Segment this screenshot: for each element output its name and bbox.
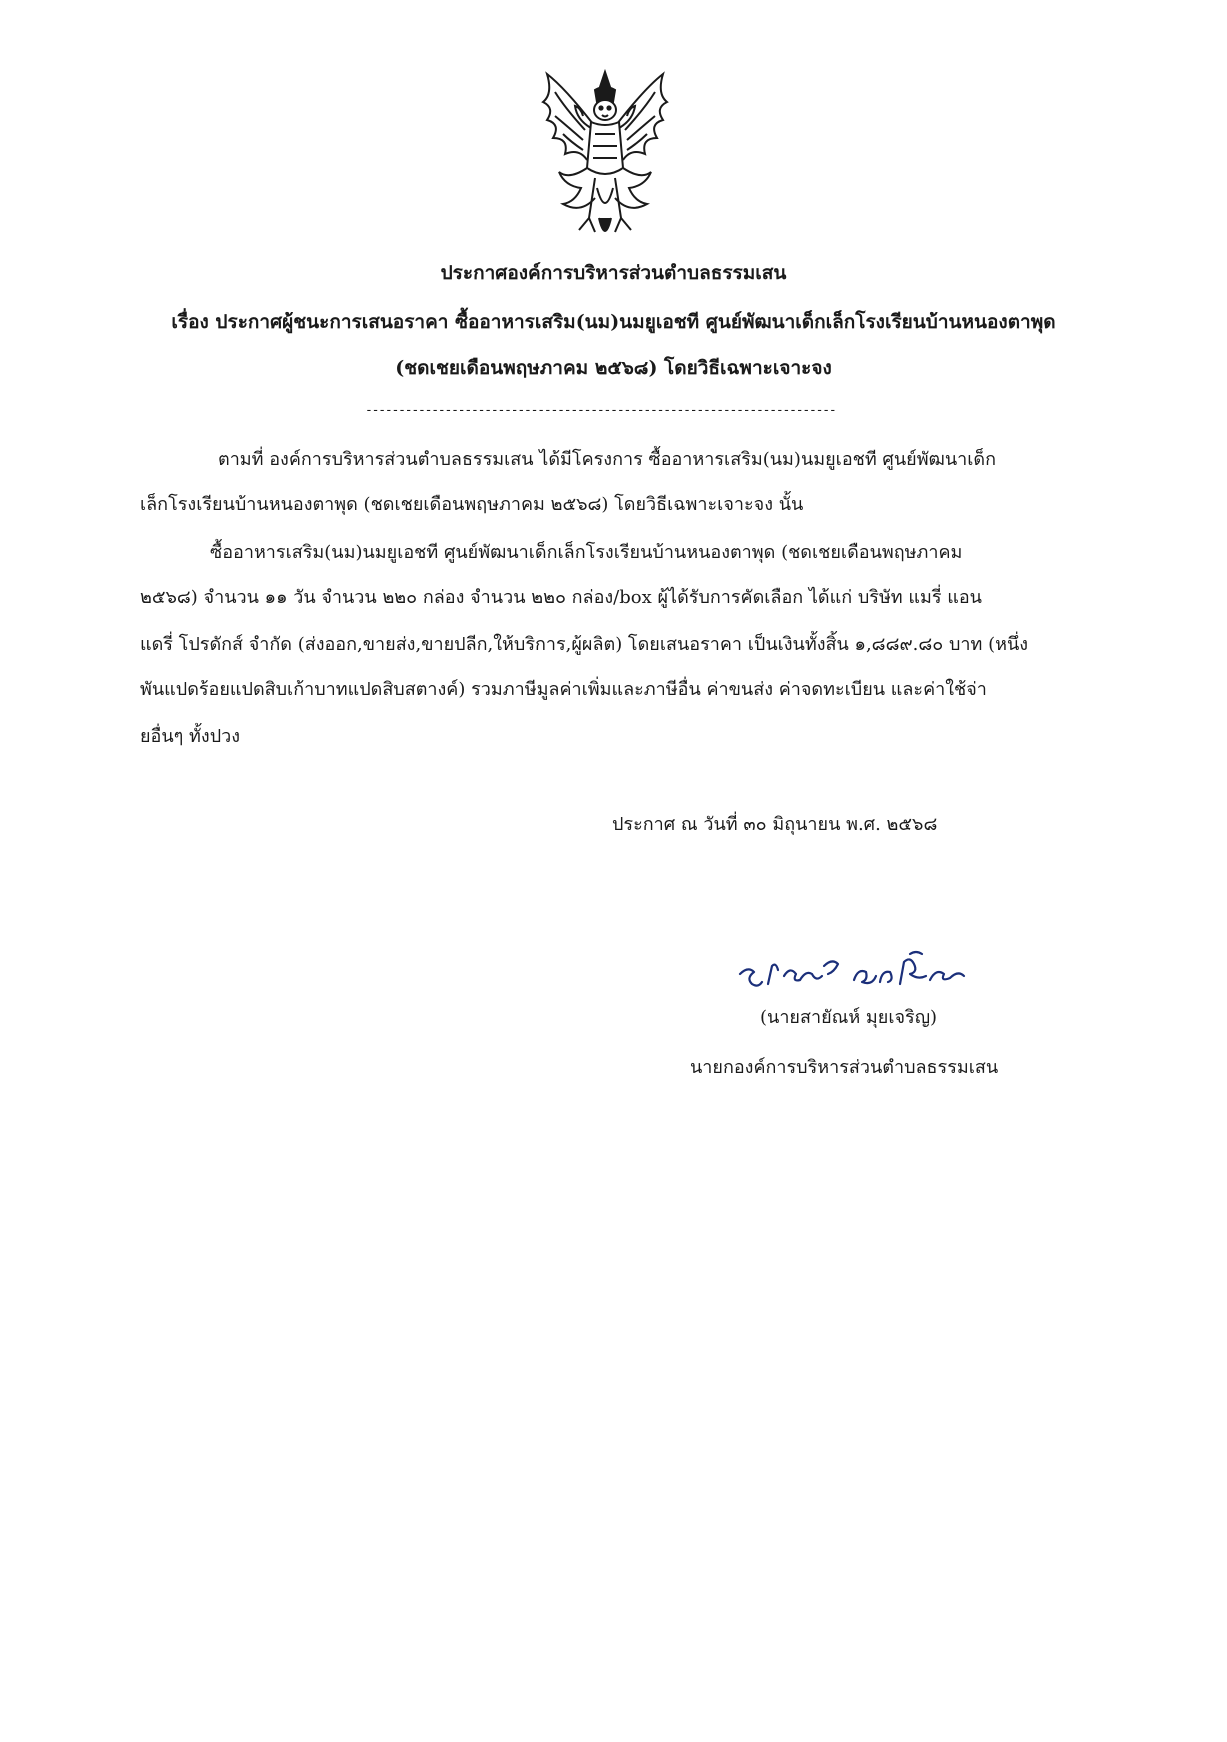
section-divider: -----------------------------------------------------------------------: [365, 403, 836, 418]
paragraph-2-line-1: ซื้ออาหารเสริม(นม)นมยูเอชที ศูนย์พัฒนาเด็กเล็กโรงเรียนบ้านหนองตาพุด (ชดเชยเดือนพฤษภาคม: [210, 542, 963, 563]
paragraph-2-line-5: ยอื่นๆ ทั้งปวง: [140, 726, 241, 747]
paragraph-1-line-1: ตามที่ องค์การบริหารส่วนตำบลธรรมเสน ได้มีโครงการ ซื้ออาหารเสริม(นม)นมยูเอชที ศูนย์พัฒนาเด็ก: [218, 449, 996, 470]
paragraph-1-line-2: เล็กโรงเรียนบ้านหนองตาพุด (ชดเชยเดือนพฤษภาคม ๒๕๖๘) โดยวิธีเฉพาะเจาะจง นั้น: [140, 494, 804, 515]
paragraph-2-line-3: แดรี่ โปรดักส์ จำกัด (ส่งออก,ขายส่ง,ขายปลีก,ให้บริการ,ผู้ผลิต) โดยเสนอราคา เป็นเงินทั้งสิ้น ๑,๘๘๙.๘๐ บาท (หนึ่ง: [140, 634, 1029, 655]
handwritten-signature: [732, 940, 972, 1000]
garuda-emblem-icon: [525, 68, 685, 248]
signer-name: (นายสายัณห์ มุยเจริญ): [760, 1007, 938, 1028]
document-subject: เรื่อง ประกาศผู้ชนะการเสนอราคา ซื้ออาหารเสริม(นม)นมยูเอชที ศูนย์พัฒนาเด็กเล็กโรงเรียนบ้านหนองตาพุด: [171, 311, 1056, 333]
document-subject-continued: (ชดเชยเดือนพฤษภาคม ๒๕๖๘) โดยวิธีเฉพาะเจาะจง: [395, 357, 832, 379]
announcement-date: ประกาศ ณ วันที่ ๓๐ มิถุนายน พ.ศ. ๒๕๖๘: [612, 814, 938, 835]
paragraph-2-line-2: ๒๕๖๘) จำนวน ๑๑ วัน จำนวน ๒๒๐ กล่อง จำนวน ๒๒๐ กล่อง/box ผู้ได้รับการคัดเลือก ได้แก่ บริษัท แมรี่ แอน: [140, 587, 982, 608]
document-title: ประกาศองค์การบริหารส่วนตำบลธรรมเสน: [440, 262, 787, 284]
signer-title: นายกองค์การบริหารส่วนตำบลธรรมเสน: [690, 1057, 999, 1078]
paragraph-2-line-4: พันแปดร้อยแปดสิบเก้าบาทแปดสิบสตางค์) รวมภาษีมูลค่าเพิ่มและภาษีอื่น ค่าขนส่ง ค่าจดทะเบียน และค่าใช้จ่า: [140, 679, 987, 700]
